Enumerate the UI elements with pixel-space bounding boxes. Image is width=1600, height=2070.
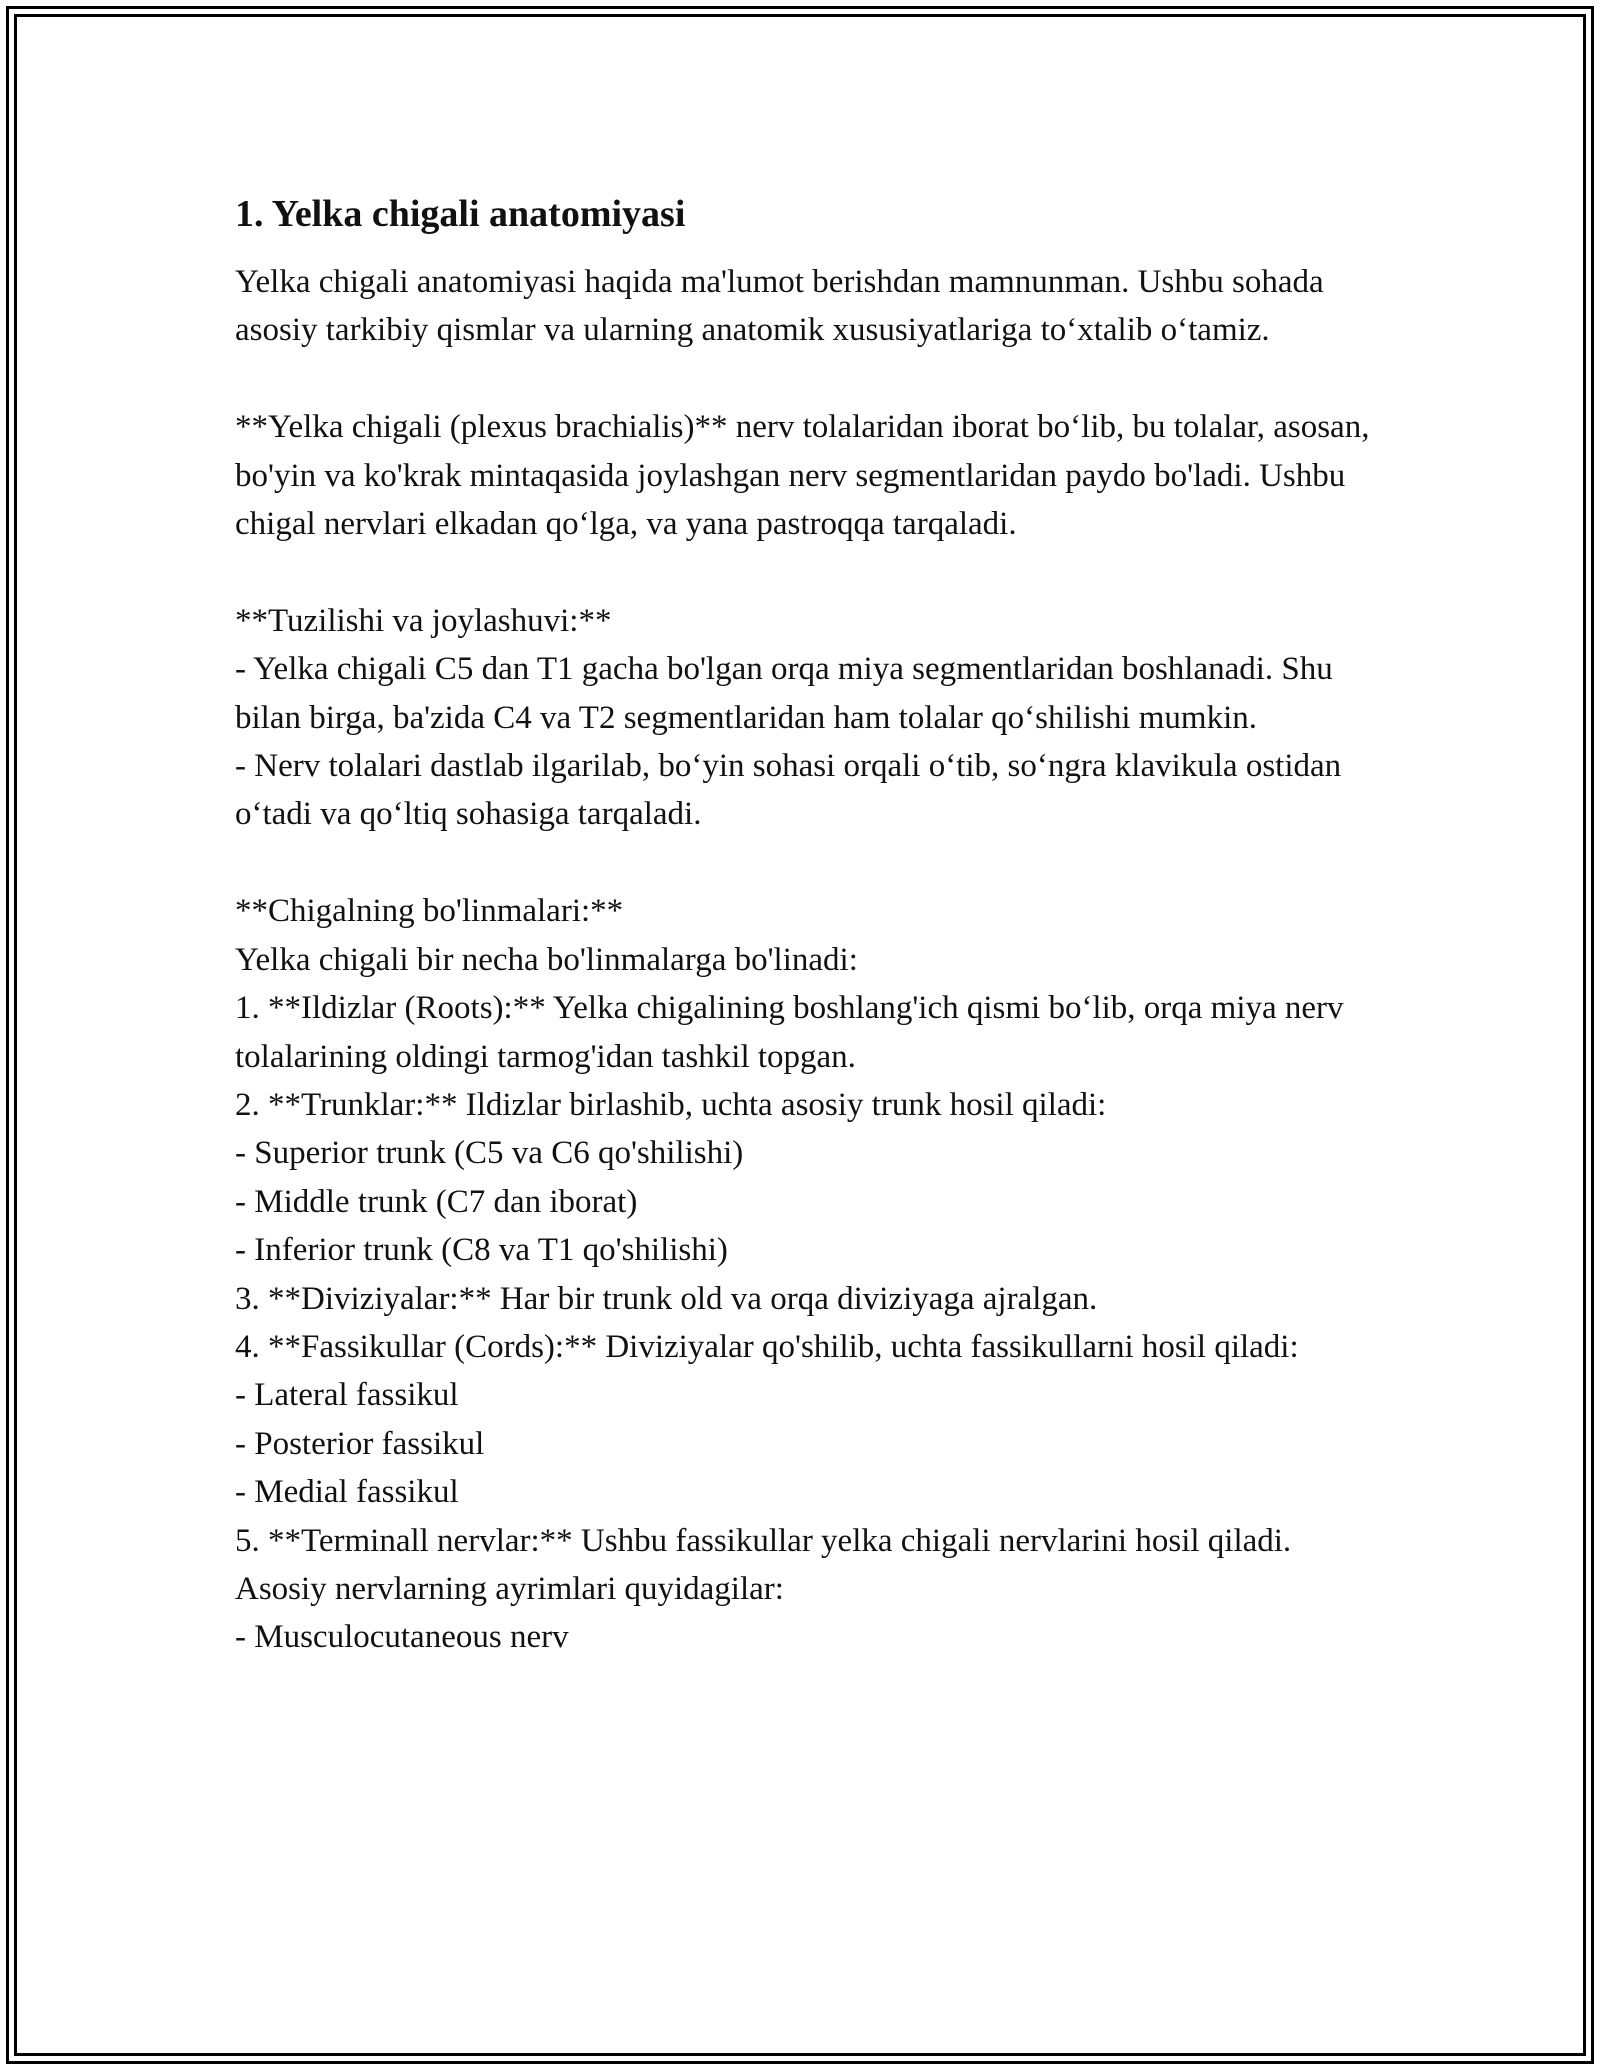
document-body: Yelka chigali anatomiyasi haqida ma'lumot berishdan mamnunman. Ushbu sohada asosiy tarkibiy qismlar va ularning anatomik xususiyatlariga to‘xtalib o‘tamiz. **Yelka chigali (plexus brachialis)** nerv tolalaridan iborat bo‘lib, bu tolalar, asosan, bo'yin va ko'krak mintaqasida joylashgan nerv segmentlaridan paydo bo'ladi. Ushbu chigal nervlari elkadan qo‘lga, va yana pastroqqa tarqaladi. **Tuzilishi va joylashuvi:** - Yelka chigali C5 dan T1 gacha bo'lgan orqa miya segmentlaridan boshlanadi. Shu bilan birga, ba'zida C4 va T2 segmentlaridan ham tolalar qo‘shilishi mumkin. - Nerv tolalari dastlab ilgarilab, bo‘yin sohasi orqali o‘tib, so‘ngra klavikula ostidan o‘tadi va qo‘ltiq sohasiga tarqaladi. **Chigalning bo'linmalari:** Yelka chigali bir necha bo'linmalarga bo'linadi: 1. **Ildizlar (Roots):** Yelka chigalining boshlang'ich qismi bo‘lib, orqa miya nerv tolalarining oldingi tarmog'idan tashkil topgan. 2. **Trunklar:** Ildizlar birlashib, uchta asosiy trunk hosil qiladi: - Superior trunk (C5 va C6 qo'shilishi) - Middle trunk (C7 dan iborat) - Inferior trunk (C8 va T1 qo'shilishi) 3. **Diviziyalar:** Har bir trunk old va orqa diviziyaga ajralgan. 4. **Fassikullar (Cords):** Diviziyalar qo'shilib, uchta fassikullarni hosil qiladi: - Lateral fassikul - Posterior fassikul - Medial fassikul 5. **Terminall nervlar:** Ushbu fassikullar yelka chigali nervlarini hosil qiladi. Asosiy nervlarning ayrimlari quyidagilar: - Musculocutaneous nerv [235, 264, 1370, 1656]
document-content [235, 190, 1375, 1662]
document-title: 1. Yelka chigali anatomiyasi [235, 193, 686, 235]
